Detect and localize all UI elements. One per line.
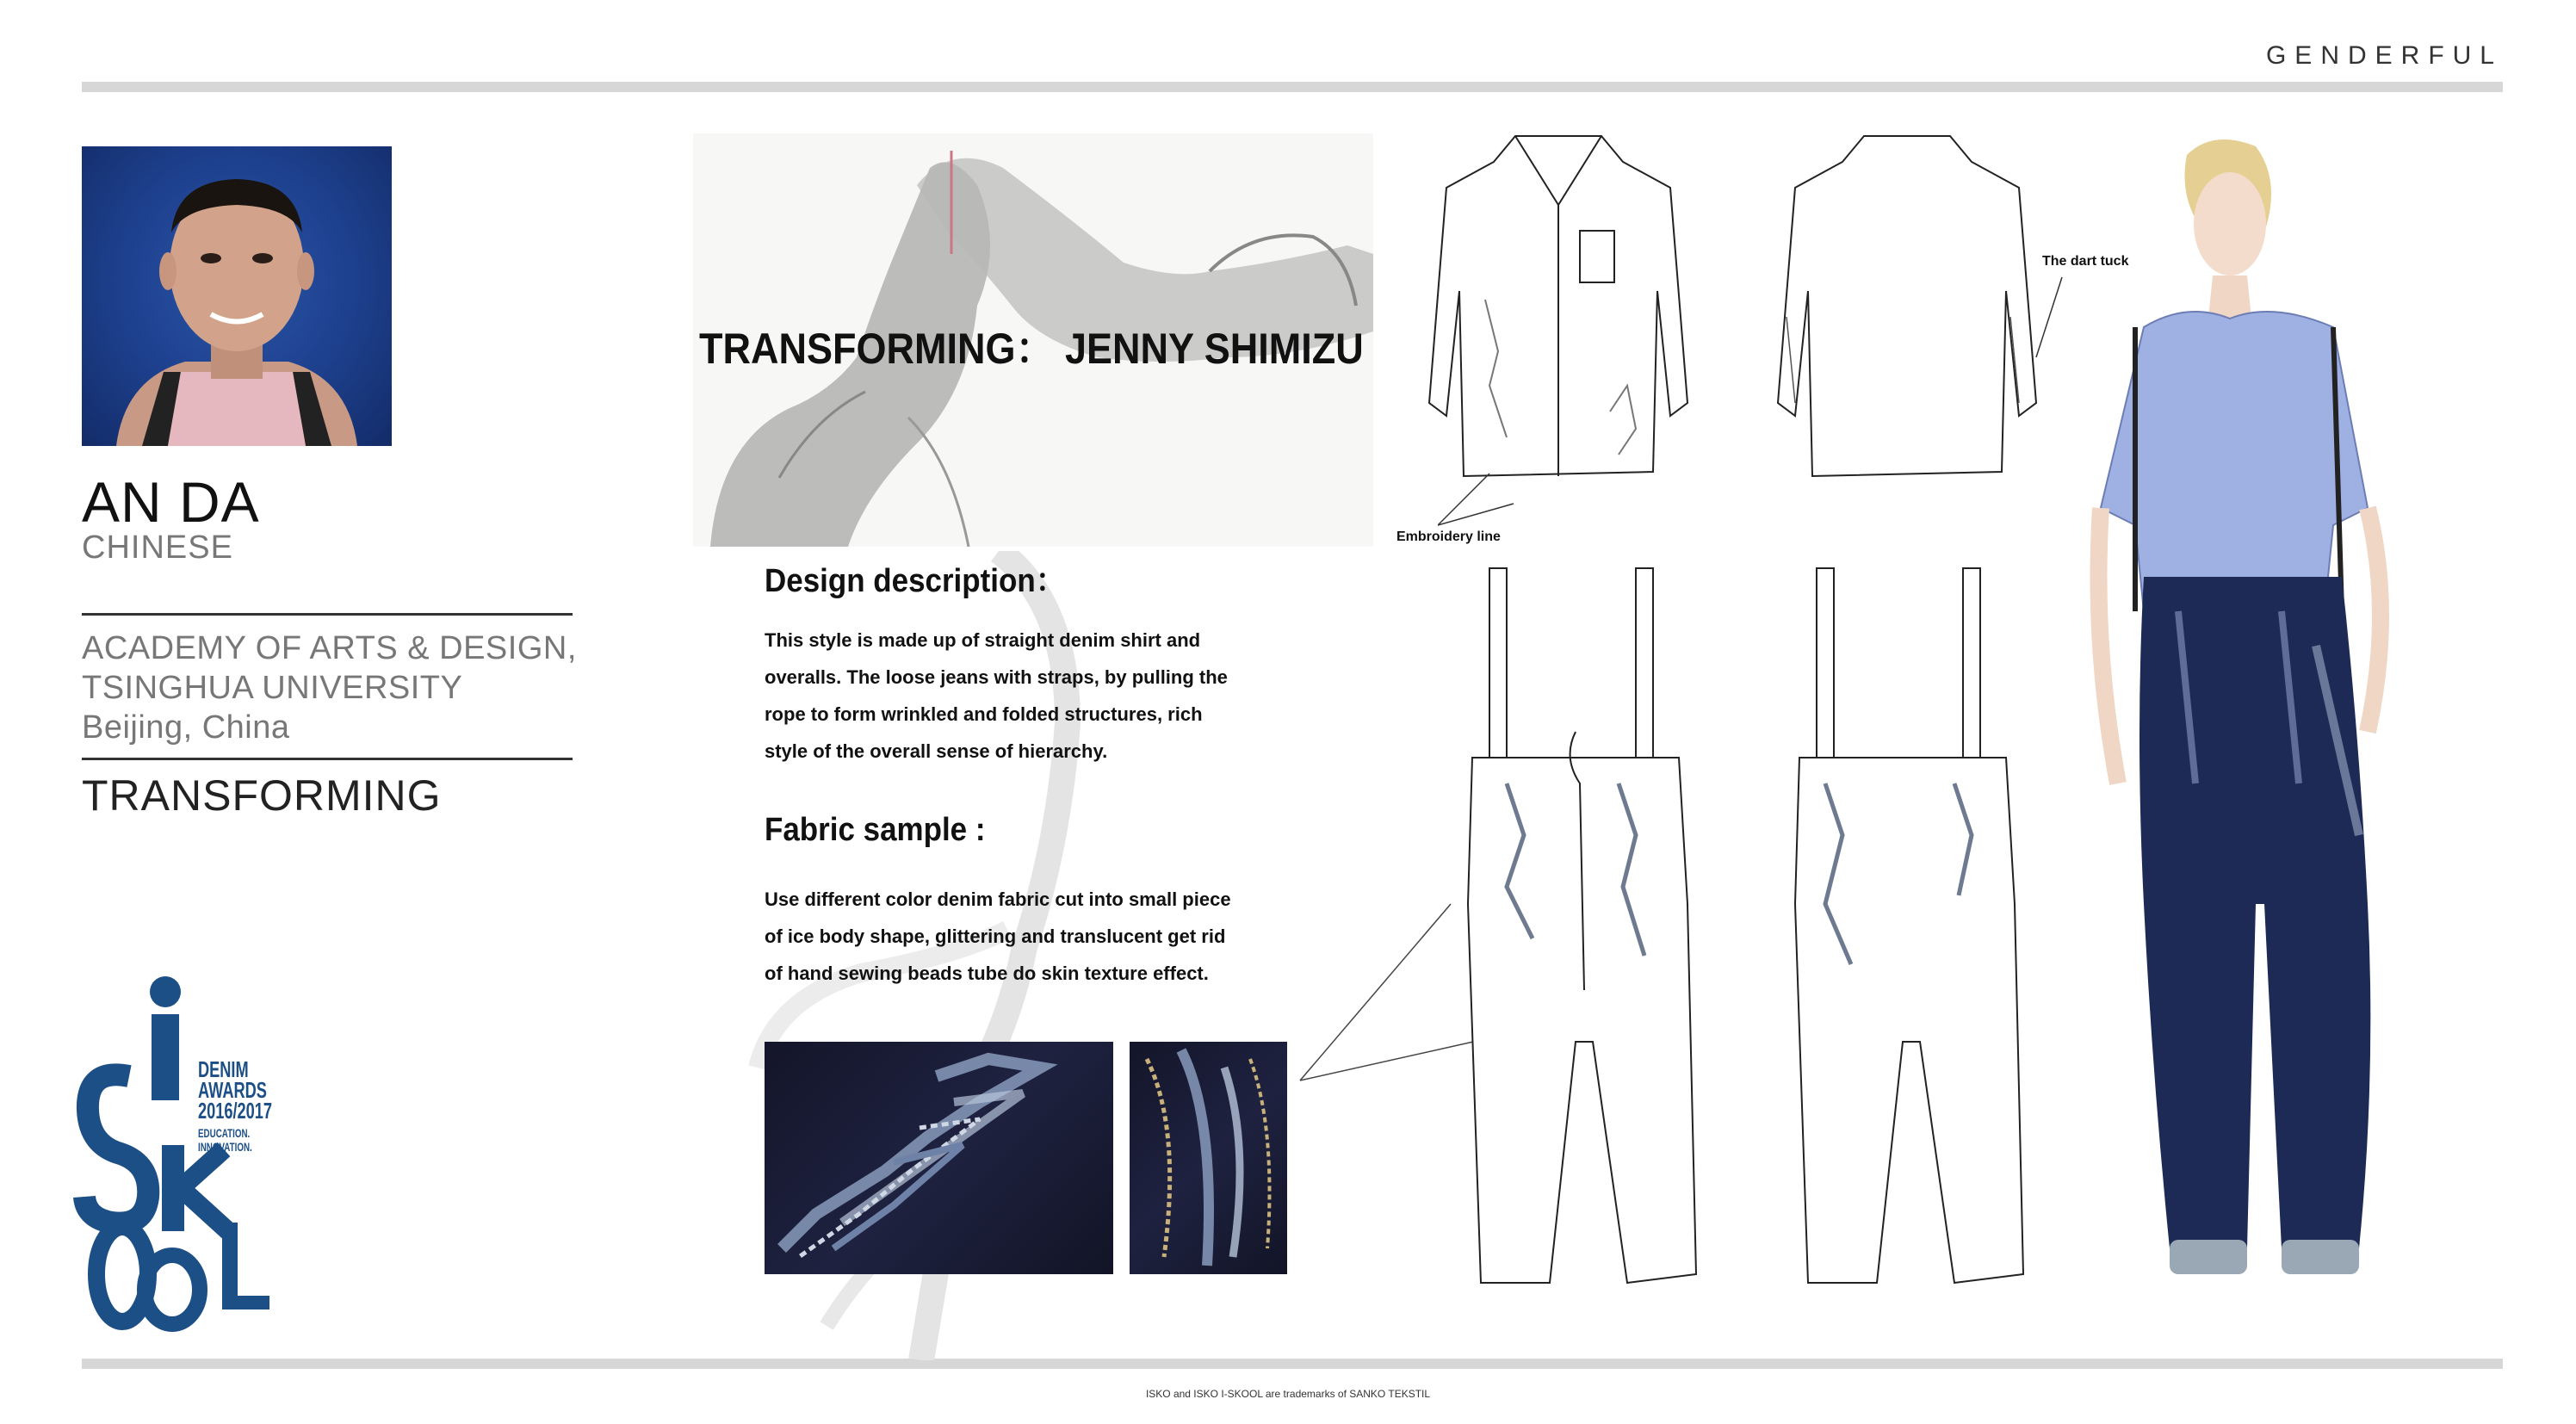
embroidery-leader bbox=[1438, 469, 1515, 529]
school-location: Beijing, China bbox=[82, 709, 290, 746]
school-line-2: TSINGHUA UNIVERSITY bbox=[82, 670, 463, 706]
iskool-logo-icon bbox=[69, 973, 276, 1334]
fabric-swatch-1 bbox=[765, 1042, 1113, 1274]
fabric-swatch-icon bbox=[1130, 1042, 1287, 1274]
fabric-sample-title: Fabric sample : bbox=[765, 812, 986, 848]
brand-title: GENDERFUL bbox=[2265, 41, 2503, 70]
text-line: of hand sewing beads tube do skin texture effect. bbox=[765, 963, 1209, 984]
project-title: TRANSFORMING bbox=[82, 771, 442, 820]
top-rule bbox=[82, 82, 2503, 92]
footer-trademark: ISKO and ISKO I-SKOOL are trademarks of SANKO TEKSTIL bbox=[1145, 1388, 1431, 1400]
design-description-text bbox=[765, 622, 1247, 770]
text-line: Use different color denim fabric cut into small piece bbox=[765, 888, 1231, 910]
fabric-swatch-icon bbox=[765, 1042, 1113, 1274]
text-line: of ice body shape, glittering and translucent get rid bbox=[765, 926, 1226, 947]
fabric-swatch-2 bbox=[1130, 1042, 1287, 1274]
embroidery-label: Embroidery line bbox=[1396, 529, 1501, 544]
text-line: rope to form wrinkled and folded structures, rich bbox=[765, 703, 1203, 725]
divider bbox=[82, 613, 573, 616]
portrait-photo-icon bbox=[82, 146, 392, 446]
fashion-illustration bbox=[2084, 129, 2419, 1317]
logo-text bbox=[198, 1056, 273, 1154]
text-line: style of the overall sense of hierarchy. bbox=[765, 740, 1108, 762]
overalls-back-flat bbox=[1782, 560, 2040, 1300]
iskool-logo bbox=[69, 973, 276, 1334]
dart-leader bbox=[2032, 276, 2066, 362]
logo-awards: AWARDS bbox=[198, 1077, 267, 1103]
design-description-title: Design description： bbox=[765, 563, 1066, 599]
designer-name: AN DA bbox=[82, 470, 260, 534]
dart-label: The dart tuck bbox=[2042, 254, 2129, 269]
fabric-sample-text bbox=[765, 881, 1247, 992]
overalls-front-flat bbox=[1455, 560, 1713, 1300]
logo-edu-1: EDUCATION. bbox=[198, 1126, 251, 1140]
school-info bbox=[82, 628, 577, 747]
shirt-front-flat bbox=[1412, 127, 1705, 489]
shirt-back-flat bbox=[1761, 127, 2053, 489]
logo-edu-2: INNOVATION. bbox=[198, 1140, 252, 1154]
logo-years: 2016/2017 bbox=[198, 1098, 273, 1124]
designer-nationality: CHINESE bbox=[82, 529, 233, 566]
school-line-1: ACADEMY OF ARTS & DESIGN, bbox=[82, 630, 577, 666]
logo-denim: DENIM bbox=[198, 1056, 249, 1082]
text-line: overalls. The loose jeans with straps, by pulling the bbox=[765, 666, 1228, 688]
text-line: This style is made up of straight denim shirt and bbox=[765, 629, 1201, 651]
headline: TRANSFORMING： JENNY SHIMIZU bbox=[699, 325, 1364, 373]
designer-portrait-photo bbox=[82, 146, 392, 446]
divider bbox=[82, 758, 573, 760]
